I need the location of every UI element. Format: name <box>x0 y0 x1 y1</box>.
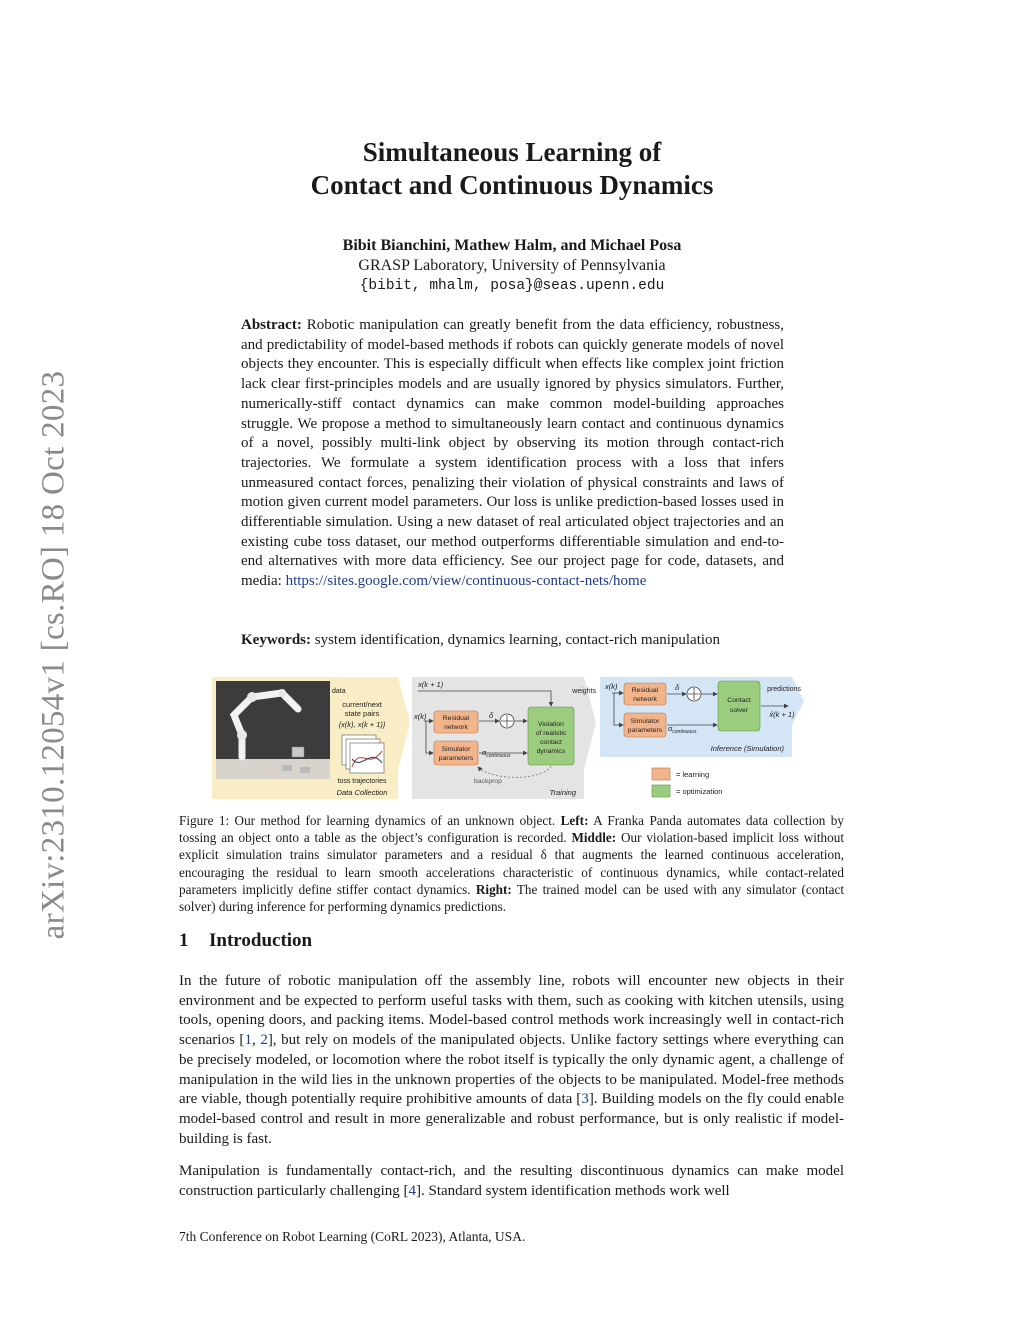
contact-solver-box <box>718 681 760 731</box>
author-email: {bibit, mhalm, posa}@seas.upenn.edu <box>359 278 665 294</box>
state-pairs-line-1: current/next <box>342 700 382 709</box>
method-figure <box>212 673 812 805</box>
citation-4[interactable]: 4 <box>408 1182 417 1199</box>
training-alpha: $\alpha_{continuous}$ <box>482 748 511 759</box>
violation-line-2: of realistic <box>535 730 567 737</box>
data-collection-label: Data Collection <box>336 788 388 797</box>
inference-label: Inference (Simulation) <box>710 744 784 753</box>
data-arrow-label: data <box>332 688 346 695</box>
caption-right-label: Right: <box>475 881 512 897</box>
abstract <box>241 316 784 592</box>
toss-trajectories-label: toss trajectories <box>337 778 387 785</box>
solver-line-1: Contact <box>727 697 751 704</box>
caption-left-text: A Franka Panda automates data collection by tossing an object onto a table as the object’s configuration is recorded. <box>179 813 844 846</box>
citation-1[interactable]: 1 <box>244 1032 252 1049</box>
inference-simulator-line-1: Simulator <box>630 718 660 725</box>
training-next-state: x(k + 1) <box>418 680 444 689</box>
training-delta: δ <box>489 711 494 720</box>
training-residual-line-1: Residual <box>442 715 470 722</box>
toss-trajectory-plots <box>342 735 384 773</box>
legend-optimization-label: = optimization <box>676 787 723 796</box>
state-pairs-line-3: {x(k), x(k + 1)} <box>338 720 386 729</box>
training-simulator-line-2: parameters <box>438 755 474 762</box>
conference-footer: 7th Conference on Robot Learning (CoRL 2023), Atlanta, USA. <box>179 1229 526 1244</box>
inference-simulator-line-2: parameters <box>627 727 663 734</box>
svg-text:data <box>332 688 346 695</box>
inference-state: x(k) <box>605 682 618 691</box>
caption-right-text: The trained model can be used with any simulator (contact solver) during inference for performing dynamics predictions. <box>179 881 845 915</box>
keywords-text: system identification, dynamics learning, contact-rich manipulation <box>314 632 721 648</box>
caption-prefix: Figure 1: Our method for learning dynamics of an unknown object. <box>179 813 556 828</box>
inference-residual-line-2: network <box>633 696 657 703</box>
affiliation: GRASP Laboratory, University of Pennsylvania <box>358 257 666 274</box>
arxiv-identifier: arXiv:2310.12054v1 [cs.RO] 18 Oct 2023 <box>35 370 72 940</box>
weights-label: weights <box>572 688 596 695</box>
abstract-label: Abstract: <box>241 317 302 333</box>
citation-2[interactable]: 2 <box>260 1032 268 1049</box>
legend-learning-swatch <box>652 768 670 780</box>
legend-learning-label: = learning <box>676 770 710 779</box>
predicted-state: x̂(k + 1) <box>769 710 795 719</box>
project-page-link[interactable]: https://sites.google.com/view/continuous-contact-nets/home <box>285 573 647 590</box>
section-title: Introduction <box>209 930 313 951</box>
citation-3[interactable]: 3 <box>581 1091 589 1108</box>
backprop-label: backprop <box>474 778 502 785</box>
abstract-text: Robotic manipulation can greatly benefit from the data efficiency, robustness, and predictability of model-based methods if robots can quickly generate models of novel objects they encounter. This is especially difficult when effects like complex joint friction lack clear first-principles models and are usually ignored by physics simulators. Further, numerically-stiff contact dynamics can make common model-building approaches struggle. We propose a method to simultaneously learn contact and continuous dynamics of a novel, possibly multi-link object by observing its motion through contact-rich trajectories. We formulate a system identification process with a loss that infers unmeasured contact forces, penalizing their violation of physical constraints and laws of motion given current model parameters. Our loss is unlike prediction-based losses used in differentiable simulation. Using a new dataset of real articulated object trajectories and an existing cube toss dataset, our method outperforms differentiable simulation and end-to-end alternatives with more data efficiency. See our project page for code, datasets, and media: <box>241 317 784 590</box>
predictions-label: predictions <box>767 686 801 693</box>
state-pairs-line-2: state pairs <box>344 709 380 718</box>
inference-residual-line-1: Residual <box>631 687 659 694</box>
author-block <box>0 236 1024 296</box>
violation-line-3: contact <box>540 739 562 746</box>
intro-paragraph-1: In the future of robotic manipulation off the assembly line, robots will encounter new objects in their environment and be expected to perform useful tasks with them, such as cooking with kitchen utensils, using tools, opening doors, and packing items. Model-based control methods work increasingly well in contact-rich scenarios [1, 2], but rely on models of the manipulated objects. Unlike factory settings where everything can be precisely modeled, or locomotion where the robot itself is typically the only dynamic agent, a challenge of manipulation in the wild lies in the unknown properties of the objects to be manipulated. Model-free methods are viable, though potentially require prohibitive amounts of data [3]. Building models on the fly could enable model-based control and result in more generalizable and robust performance, but is only realistic if model-building is fast. <box>179 973 844 1147</box>
paper-title <box>0 136 1024 202</box>
legend-optimization-swatch <box>652 785 670 797</box>
violation-line-1: Violation <box>538 721 564 728</box>
solver-line-2: solver <box>729 707 749 714</box>
figure-caption <box>179 812 844 915</box>
violation-line-4: dynamics <box>536 748 566 755</box>
author-names: Bibit Bianchini, Mathew Halm, and Michael Posa <box>342 237 682 254</box>
caption-middle-label: Middle: <box>571 830 617 846</box>
training-simulator-line-1: Simulator <box>441 746 471 753</box>
section-number: 1 <box>179 930 189 951</box>
data-arrow <box>398 677 410 769</box>
training-state: x(k) <box>414 712 427 721</box>
title-line-2: Contact and Continuous Dynamics <box>310 170 714 200</box>
intro-paragraph-2: Manipulation is fundamentally contact-rich, and the resulting discontinuous dynamics can make model construction particularly challenging [4]. Standard system identification methods work well <box>179 1163 844 1199</box>
caption-middle-text: Our violation-based implicit loss without explicit simulation trains simulator parameters and a residual δ that augments the learned continuous acceleration, encouraging the residual to learn smooth accelerations characteristic of continuous dynamics, while contact-related parameters implicitly define stiffer contact dynamics. <box>179 830 845 897</box>
inference-alpha: $\alpha_{continuous}$ <box>668 724 697 735</box>
training-residual-line-2: network <box>444 724 468 731</box>
caption-left-label: Left: <box>560 813 589 828</box>
inference-delta: δ <box>675 683 680 692</box>
section-heading <box>179 930 312 952</box>
title-line-1: Simultaneous Learning of <box>362 137 662 167</box>
keywords <box>241 632 801 649</box>
training-label: Training <box>549 788 576 797</box>
keywords-label: Keywords: <box>241 632 311 648</box>
